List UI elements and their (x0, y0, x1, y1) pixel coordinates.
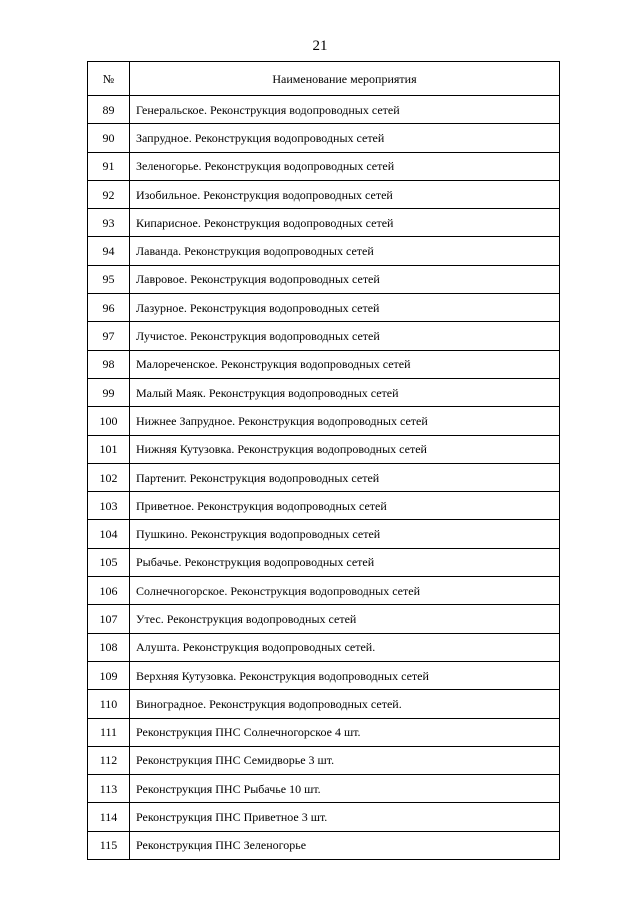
row-number: 96 (88, 294, 130, 322)
row-number: 99 (88, 378, 130, 406)
row-name: Реконструкция ПНС Солнечногорское 4 шт. (130, 718, 560, 746)
row-name: Нижняя Кутузовка. Реконструкция водопроводных сетей (130, 435, 560, 463)
table-row (88, 746, 560, 774)
row-name: Реконструкция ПНС Приветное 3 шт. (130, 803, 560, 831)
row-number: 104 (88, 520, 130, 548)
row-number: 97 (88, 322, 130, 350)
row-number: 92 (88, 180, 130, 208)
table-row (88, 492, 560, 520)
row-name: Кипарисное. Реконструкция водопроводных сетей (130, 209, 560, 237)
table-row (88, 209, 560, 237)
row-name: Малый Маяк. Реконструкция водопроводных сетей (130, 378, 560, 406)
row-number: 98 (88, 350, 130, 378)
row-number: 95 (88, 265, 130, 293)
table-row (88, 237, 560, 265)
row-name: Реконструкция ПНС Семидворье 3 шт. (130, 746, 560, 774)
table-row (88, 633, 560, 661)
row-number: 110 (88, 690, 130, 718)
row-name: Лучистое. Реконструкция водопроводных сетей (130, 322, 560, 350)
table-row (88, 407, 560, 435)
row-name: Партенит. Реконструкция водопроводных сетей (130, 463, 560, 491)
row-name: Верхняя Кутузовка. Реконструкция водопроводных сетей (130, 661, 560, 689)
table-header-row (88, 62, 560, 96)
row-name: Лавровое. Реконструкция водопроводных сетей (130, 265, 560, 293)
table-row (88, 350, 560, 378)
table-row (88, 265, 560, 293)
page-number: 21 (312, 38, 328, 54)
row-number: 102 (88, 463, 130, 491)
measures-table (87, 61, 560, 860)
row-number: 109 (88, 661, 130, 689)
row-number: 108 (88, 633, 130, 661)
row-name: Рыбачье. Реконструкция водопроводных сетей (130, 548, 560, 576)
row-number: 93 (88, 209, 130, 237)
table-row (88, 661, 560, 689)
table-row (88, 690, 560, 718)
row-name: Реконструкция ПНС Зеленогорье (130, 831, 560, 859)
table-row (88, 96, 560, 124)
row-number: 111 (88, 718, 130, 746)
header-name: Наименование мероприятия (130, 62, 560, 96)
row-number: 115 (88, 831, 130, 859)
row-number: 90 (88, 124, 130, 152)
row-number: 114 (88, 803, 130, 831)
table-row (88, 180, 560, 208)
row-name: Запрудное. Реконструкция водопроводных сетей (130, 124, 560, 152)
row-name: Изобильное. Реконструкция водопроводных сетей (130, 180, 560, 208)
row-number: 106 (88, 577, 130, 605)
header-number: № (88, 62, 130, 96)
table-body (88, 96, 560, 860)
row-name: Алушта. Реконструкция водопроводных сетей. (130, 633, 560, 661)
row-name: Утес. Реконструкция водопроводных сетей (130, 605, 560, 633)
table-row (88, 435, 560, 463)
table-row (88, 803, 560, 831)
row-name: Лаванда. Реконструкция водопроводных сетей (130, 237, 560, 265)
row-name: Нижнее Запрудное. Реконструкция водопроводных сетей (130, 407, 560, 435)
row-name: Солнечногорское. Реконструкция водопроводных сетей (130, 577, 560, 605)
table-row (88, 718, 560, 746)
table-row (88, 463, 560, 491)
table-row (88, 152, 560, 180)
table-row (88, 605, 560, 633)
row-number: 89 (88, 96, 130, 124)
row-name: Малореченское. Реконструкция водопроводных сетей (130, 350, 560, 378)
row-number: 107 (88, 605, 130, 633)
table-row (88, 577, 560, 605)
row-name: Реконструкция ПНС Рыбачье 10 шт. (130, 775, 560, 803)
row-name: Генеральское. Реконструкция водопроводных сетей (130, 96, 560, 124)
row-name: Виноградное. Реконструкция водопроводных сетей. (130, 690, 560, 718)
row-name: Приветное. Реконструкция водопроводных сетей (130, 492, 560, 520)
row-name: Зеленогорье. Реконструкция водопроводных сетей (130, 152, 560, 180)
table-row (88, 294, 560, 322)
table-row (88, 775, 560, 803)
row-number: 113 (88, 775, 130, 803)
row-number: 100 (88, 407, 130, 435)
row-name: Пушкино. Реконструкция водопроводных сетей (130, 520, 560, 548)
row-name: Лазурное. Реконструкция водопроводных сетей (130, 294, 560, 322)
table-row (88, 124, 560, 152)
row-number: 101 (88, 435, 130, 463)
row-number: 91 (88, 152, 130, 180)
row-number: 112 (88, 746, 130, 774)
row-number: 105 (88, 548, 130, 576)
table-row (88, 322, 560, 350)
table-row (88, 520, 560, 548)
row-number: 103 (88, 492, 130, 520)
table-row (88, 548, 560, 576)
table-row (88, 831, 560, 859)
row-number: 94 (88, 237, 130, 265)
table-row (88, 378, 560, 406)
